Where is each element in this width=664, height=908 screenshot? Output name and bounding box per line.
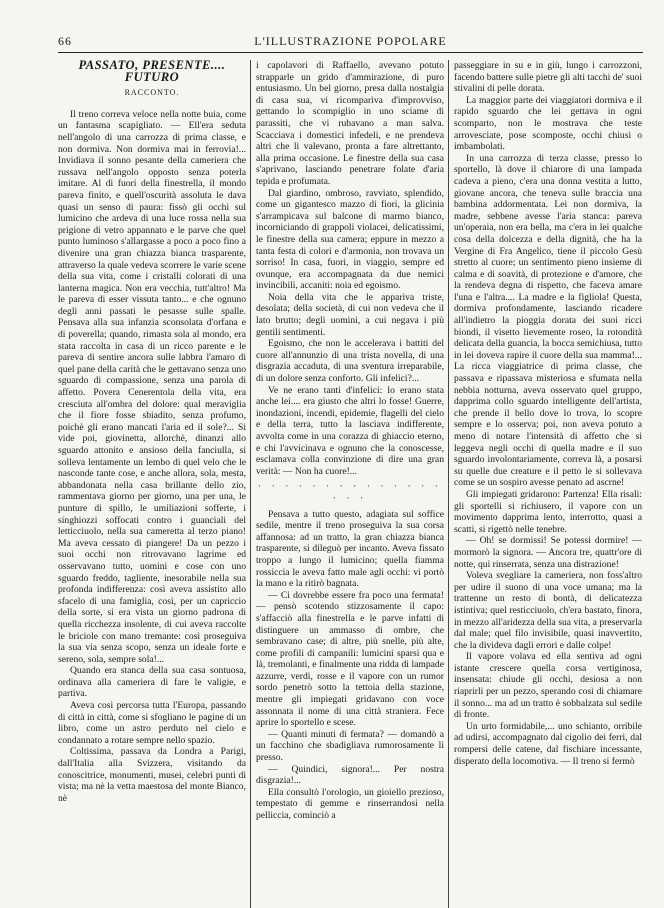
column-1: [58, 60, 246, 908]
paragraph: In una carrozza di terza classe, presso lo sportello, là dove il chiarore di una lampada cadeva a pieno, c'era una donna vestita a lutto, giovane ancora, che teneva sulle braccia una bambina addormentata. Lei non dormiva, la madre, sebbene avesse l'aria stanca: pareva un'operaia, non era bella, ma c'era in lei qualche cosa della dolcezza e della dignità, che ha la Vergine di Fra Angelico, tiene il piccolo Gesù stretto al cuore; un sentimento pieno insieme di calma e di soavità, di protezione e d'amore, che la rendeva degna di rispetto, che faceva amare l'una e l'altra.... La madre e la figliola! Questa, dormiva profondamente, lasciando ricadere all'indietro la pioggia dorata dei suoi ricci biondi, il visetto lievemente roseo, la rotondità delicata della guancia, la bocca semichiusa, tutto in lei doveva rapire il cuore della sua mamma!... La ricca viaggiatrice di prima classe, che passava e ripassava misteriosa e sfumata nella nebbia notturna, aveva osservato quel gruppo, dapprima collo sguardo intelligente dell'artista, che prende il bello dove lo trova, lo scopre sempre e lo osserva; poi, non aveva potuto a meno di notare l'intensità di affetto che si leggeva negli occhi di quella madre e il suo sguardo involontariamente, correva là, a posarsi su quelle due creature e il petto le si sollevava come se un sospiro avesse penato ad ascrne!: [454, 152, 642, 489]
paragraph: Aveva così percorsa tutta l'Europa, passando di città in città, come si sfogliano le pagine di un libro, come un astro perduto nel cielo e condannato a rotare sempre nello spazio.: [58, 700, 246, 746]
paragraph: Ve ne erano tanti d'infelici: lo erano stata anche lei.... era giusto che altri lo fosse! Guerre, inondazioni, incendi, epidemie, flagelli del cielo e della terra, tutto la lasciava indifferente, avvolta come in una corazza di ghiaccio eterno, e chi l'avvicinava e ognuno che la conoscesse, esclamava colla convinzione di dire una gran verità: — Non ha cuore!...: [256, 384, 444, 477]
page-header: [58, 30, 643, 53]
paragraph: Gli impiegati gridarono: Partenza! Ella risalì: gli sportelli si richiusero, il vapore con un movimento dapprima lento, interrotto, quasi a scatti, si rigettò nelle tenebre.: [454, 488, 642, 535]
paragraph: Il treno correva veloce nella notte buia, come un fantasma scapigliato. — Ell'era seduta nell'angolo di una carrozza di prima classe, e non dormiva. Non dormiva mai in ferrovia!... Invidiava il sonno pesante della cameriera che russava nell'angolo opposto senza poterla imitare. Al di fuori della finestrella, il mondo pareva finito, e quell'oscurità assoluta le dava quasi un senso di paura: fissò gli occhi sul lumicino che ardeva di una luce rossa nella sua prigione di vetro appannato e le parve che quel punto luminoso s'allargasse a poco a poco fino a divenire una gran chiazza bianca trasparente, attraverso la quale vedeva scorrere le varie scene della sua vita, come i cristalli colorati di una lanterna magica. Non era vecchia, tutt'altro! Ma le pareva di esser vissuta tanto... e che ognuno degli anni passati le pesasse sulle spalle. Pensava alla sua infanzia sconsolata d'orfana e di poverella; quando, rimasta sola al mondo, era stata raccolta in casa di un ricco parente e le pareva di sentire ancora sulle labbra l'amaro di quel pane della carità che le gettavano senza uno sguardo di compassione, senza una parola di affetto. Povera Cenerentola della vita, era cresciuta all'ombra del dolore: qual meraviglia che il fiore fosse sbiadito, senza profumo, poichè gli erano mancati l'aria ed il sole?... Si vide poi, giovinetta, allorchè, dinanzi allo sguardo attonito e ansioso della fanciulla, si solleva lentamente un lembo di quel velo che le nasconde tante cose, e anche allora, sola, mesta, abbandonata nella casa brillante dello zio, rammentava giorno per giorno, una per una, le punture di spillo, le umiliazioni sofferte, i singhiozzi soffocati contro i guanciali del letticciuolo, nella sua cameretta al terzo piano! Ma aveva cessato di piangere! Da un pezzo i suoi occhi non ritrovavano lagrime ed osservavano tutto, uomini e cose con uno sguardo freddo, tagliente, inesorabile nella sua profonda indifferenza: così aveva assistito allo sfacelo di una famiglia, così, per un capriccio della sorte, si era vista un giorno padrona di quella ricchezza insolente, di cui aveva raccolte le briciole con mano tremante: così proseguiva la sua via senza scopo, senza un ideale forte e sereno, sola, sempre sola!...: [58, 108, 246, 665]
column-2: [256, 60, 444, 908]
paragraph: Voleva svegliare la cameriera, non foss'altro per udire il suono di una voce umana; ma la trattenne un resto di bontà, di delicatezza istintiva; quel resticciuolo, ch'era bastato, finora, in mezzo all'aridezza della sua vita, a preservarla dal male; quel filo invisibile, quasi inavvertito, che la divideva dagli errori e dalle colpe!: [454, 570, 642, 651]
article-columns: [58, 60, 643, 908]
paragraph: — Ci dovrebbe essere fra poco una fermata! — pensò scotendo stizzosamente il capo: s'affacciò alla finestrella e le parve infatti di distinguere un ammasso di ombre, che sembravano case; di altre, più snelle, più alte, come profili di campanili: lumicini sparsi qua e là, tremolanti, e finalmente una ridda di lampade azzurre, verdi, rosse e il vapore con un rumor sordo penetrò sotto la tettoia della stazione, mentre gli impiegati gridavano con voce assonnata il nome di una città straniera. Fece aprire lo sportello e scese.: [256, 589, 444, 729]
paragraph: passeggiare in su e in giù, lungo i carrozzoni, facendo battere sulle pietre gli alti tacchi de' suoi stivalini di pelle dorata.: [454, 60, 642, 95]
page-number: 66: [58, 34, 72, 48]
paragraph: Noia della vita che le appariva triste, desolata; della società, di cui non vedeva che il lato brutto; degli uomini, a cui negava i più gentili sentimenti.: [256, 291, 444, 338]
paragraph: — Quanti minuti di fermata? — domandò a un facchino che sbadigliava rumorosamente lì presso.: [256, 728, 444, 764]
paragraph: — Quindici, signora!... Per nostra disgrazia!...: [256, 763, 444, 787]
paragraph: Ella consultò l'orologio, un gioiello prezioso, tempestato di gemme e rinserrandosi nella pelliccia, cominciò a: [256, 786, 444, 821]
section-separator: · · · · · · · · · · · · · · · · ·: [258, 481, 442, 504]
paragraph: La maggior parte dei viaggiatori dormiva e il rapido sguardo che lei gettava in ogni scomparto, non le mostrava che teste arrovesciate, pose scomposte, occhi chiusi o imbambolati.: [454, 94, 642, 153]
paragraph: Quando era stanca della sua casa sontuosa, ordinava alla cameriera di fare le valigie, e partiva.: [58, 665, 246, 700]
paragraph: Pensava a tutto questo, adagiata sul soffice sedile, mentre il treno proseguiva la sua corsa affannosa: ad un tratto, la gran chiazza bianca trasparente, si dileguò per incanto. Aveva fissato troppo a lungo il lumicino; quella fiamma rossiccia le aveva fatto male agli occhi: vi portò la mano e la ritirò bagnata.: [256, 508, 444, 590]
column-divider: [448, 60, 449, 908]
column-3: [454, 60, 642, 908]
paragraph: Il vapore volava ed ella sentiva ad ogni istante crescere quella corsa vertiginosa, insensata: chiude gli occhi, desiosa a non riaprirli per un pezzo, sperando così di chiamare il sonno... ma ad un tratto è sobbalzata sul sedile di fronte.: [454, 651, 642, 721]
paragraph: Dal giardino, ombroso, ravviato, splendido, come un gigantesco mazzo di fiori, la glicinia s'arrampicava sul balcone di marmo bianco, incorniciando di grappoli violacei, delicatissimi, le finestre della sua camera; eppure in mezzo a tanta festa di colori e d'armonia, non trovava un sorriso! In casa, fuori, in viaggio, sempre ed ovunque, era accompagnata da due nemici invincibili, accaniti: noia ed egoismo.: [256, 187, 444, 292]
paragraph: Un urto formidabile,... uno schianto, orribile ad udirsi, accompagnato dal cigolio dei ferri, dal rompersi delle catene, dal fischiare incessante, disperato della locomotiva. — Il treno si fermò: [454, 720, 642, 767]
story-title: PASSATO, PRESENTE.... FUTURO: [78, 60, 226, 84]
paragraph: Egoismo, che non le accelerava i battiti del cuore all'annunzio di una trista novella, di una disgrazia accaduta, di una sventura irreparabile, di un dolore senza conforto. Gli infelici?...: [256, 338, 444, 385]
paragraph: i capolavori di Raffaello, avevano potuto strapparle un grido d'ammirazione, di puro entusiasmo. Un bel giorno, presa dalla nostalgia di casa sua, vi ricomparìva d'improvviso, gettando lo scompiglio in uno sciame di parassiti, che vi rubavano a man salva. Scacciava i domestici infedeli, e ne prendeva altri che li valevano, pronta a fare altrettanto, alla prima occasione. Le finestre della sua casa s'aprivano, lasciando penetrare folate d'aria tepida e profumata.: [256, 60, 444, 187]
paragraph: Coltissima, passava da Londra a Parigi, dall'Italia alla Svizzera, visitando da conoscitrice, monumenti, musei, celebri punti di vista; ma nè la vetta maestosa del monte Bianco, nè: [58, 746, 246, 804]
paragraph: — Oh! se dormissi! Se potessi dormire! — mormorò la signora. — Ancora tre, quattr'ore di notte, qui rinserrata, senza una distrazione!: [454, 535, 642, 570]
story-label: RACCONTO.: [124, 88, 180, 98]
column-divider: [250, 60, 251, 908]
newspaper-page: [58, 30, 643, 821]
publication-title: L'ILLUSTRAZIONE POPOLARE: [254, 34, 447, 48]
